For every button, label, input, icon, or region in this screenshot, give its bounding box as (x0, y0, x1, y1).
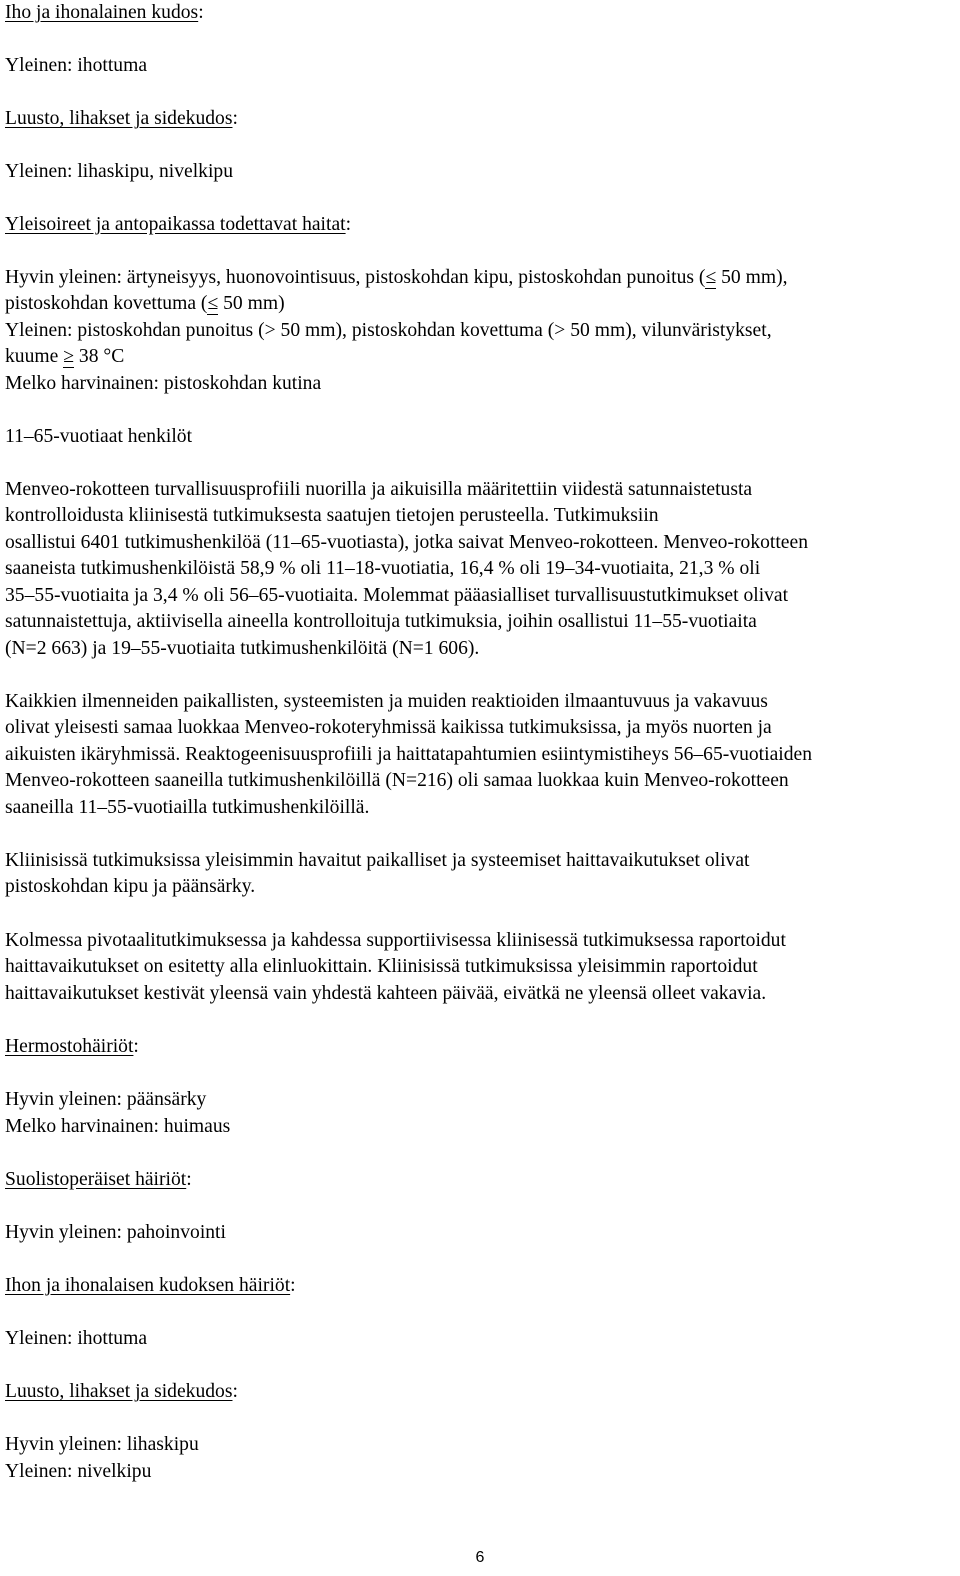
paragraph-line: haittavaikutukset kestivät yleensä vain yhdestä kahteen päivää, eivätkä ne yleensä olleet vakavia. (5, 983, 767, 1004)
section-heading-general: Yleisoireet ja antopaikassa todettavat haitat: (5, 214, 352, 235)
section-heading-musculoskeletal-2: Luusto, lihakset ja sidekudos: (5, 1381, 238, 1402)
paragraph-line: 35–55-vuotiaita ja 3,4 % oli 56–65-vuotiaita. Molemmat pääasialliset turvallisuustutkimukset olivat (5, 585, 789, 606)
section-heading-musculoskeletal: Luusto, lihakset ja sidekudos: (5, 108, 238, 129)
musculoskeletal-very-common-line: Hyvin yleinen: lihaskipu (5, 1434, 199, 1455)
section-heading-gastrointestinal: Suolistoperäiset häiriöt: (5, 1169, 192, 1190)
paragraph-line: saaneista tutkimushenkilöistä 58,9 % oli 11–18-vuotiatia, 16,4 % oli 19–34-vuotiaita, 21,3 % oli (5, 558, 761, 579)
page-number: 6 (475, 1549, 485, 1566)
paragraph-line: saaneilla 11–55-vuotiailla tutkimushenkilöillä. (5, 797, 370, 818)
gastrointestinal-very-common-line: Hyvin yleinen: pahoinvointi (5, 1222, 226, 1243)
musculoskeletal-common-line-2: Yleinen: nivelkipu (5, 1461, 152, 1482)
paragraph-line: Kaikkien ilmenneiden paikallisten, systeemisten ja muiden reaktioiden ilmaantuvuus ja vakavuus (5, 691, 768, 712)
paragraph-line: aikuisten ikäryhmissä. Reaktogeenisuusprofiili ja haittatapahtumien esiintymistiheys 56–65-vuotiaiden (5, 744, 812, 765)
section-heading-skin: Iho ja ihonalainen kudos: (5, 2, 204, 23)
nervous-very-common-line: Hyvin yleinen: päänsärky (5, 1089, 207, 1110)
less-equal-symbol: ≤ (207, 291, 218, 317)
musculoskeletal-common-line: Yleinen: lihaskipu, nivelkipu (5, 161, 234, 182)
greater-equal-symbol: ≥ (63, 344, 74, 370)
paragraph-line: Menveo-rokotteen saaneilla tutkimushenkilöillä (N=216) oli samaa luokkaa kuin Menveo-rokotteen (5, 770, 789, 791)
paragraph-line: haittavaikutukset on esitetty alla elinluokittain. Kliinisissä tutkimuksissa yleisimmin raportoidut (5, 956, 758, 977)
paragraph-line: pistoskohdan kipu ja päänsärky. (5, 876, 256, 897)
nervous-uncommon-line: Melko harvinainen: huimaus (5, 1116, 231, 1137)
general-very-common-line-cont: pistoskohdan kovettuma (≤ 50 mm) (5, 291, 285, 317)
skin-disorders-common-line: Yleinen: ihottuma (5, 1328, 148, 1349)
general-common-line-cont: kuume ≥ 38 °C (5, 344, 124, 370)
paragraph-line: Kliinisissä tutkimuksissa yleisimmin havaitut paikalliset ja systeemiset haittavaikutukset olivat (5, 850, 750, 871)
paragraph-line: Kolmessa pivotaalitutkimuksessa ja kahdessa supportiivisessa kliinisessä tutkimuksessa raportoidut (5, 930, 786, 951)
section-heading-skin-disorders: Ihon ja ihonalaisen kudoksen häiriöt: (5, 1275, 296, 1296)
paragraph-line: Menveo-rokotteen turvallisuusprofiili nuorilla ja aikuisilla määritettiin viidestä satunnaistetusta (5, 479, 753, 500)
section-heading-nervous: Hermostohäiriöt: (5, 1036, 139, 1057)
skin-common-line: Yleinen: ihottuma (5, 55, 148, 76)
paragraph-line: (N=2 663) ja 19–55-vuotiaita tutkimushenkilöitä (N=1 606). (5, 638, 480, 659)
less-equal-symbol: ≤ (705, 265, 716, 291)
general-uncommon-line: Melko harvinainen: pistoskohdan kutina (5, 373, 322, 394)
paragraph-line: kontrolloidusta kliinisestä tutkimuksesta saatujen tietojen perusteella. Tutkimuksiin (5, 505, 659, 526)
paragraph-line: olivat yleisesti samaa luokkaa Menveo-rokoteryhmissä kaikissa tutkimuksissa, ja myös nuorten ja (5, 717, 772, 738)
paragraph-line: osallistui 6401 tutkimushenkilöä (11–65-vuotiasta), jotka saivat Menveo-rokotteen. Menveo-rokotteen (5, 532, 808, 553)
paragraph-line: satunnaistettuja, aktiivisella aineella kontrolloituja tutkimuksia, joihin osallistui 11–55-vuotiaita (5, 611, 757, 632)
general-common-line: Yleinen: pistoskohdan punoitus (> 50 mm), pistoskohdan kovettuma (> 50 mm), vilunväristykset, (5, 320, 772, 341)
general-very-common-line: Hyvin yleinen: ärtyneisyys, huonovointisuus, pistoskohdan kipu, pistoskohdan punoitus (≤ 50 mm), (5, 265, 788, 291)
age-group-heading: 11–65-vuotiaat henkilöt (5, 426, 193, 447)
